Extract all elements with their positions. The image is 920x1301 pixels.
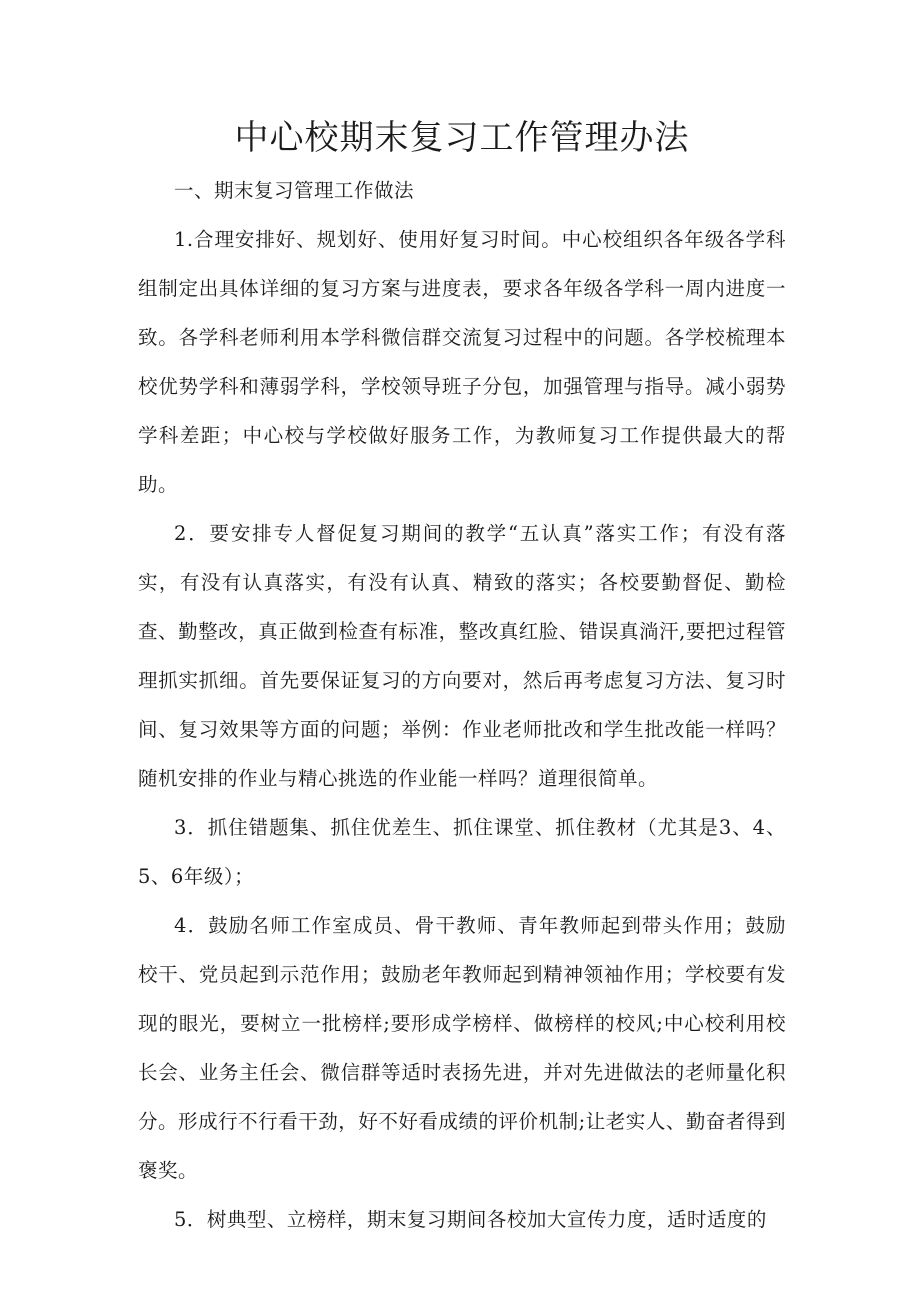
paragraph-3: 3．抓住错题集、抓住优差生、抓住课堂、抓住教材（尤其是3、4、5、6年级）； <box>138 816 786 888</box>
paragraph-1: 1.合理安排好、规划好、使用好复习时间。中心校组织各年级各学科组制定出具体详细的复习方案与进度表，要求各年级各学科一周内进度一致。各学科老师利用本学科微信群交流复习过程中的问题。各学校梳理本校优势学科和薄弱学科，学校领导班子分包，加强管理与指导。减小弱势学科差距；中心校与学校做好服务工作，为教师复习工作提供最大的帮助。 <box>138 228 786 496</box>
paragraph-2: 2．要安排专人督促复习期间的教学“五认真”落实工作；有没有落实，有没有认真落实，有没有认真、精致的落实；各校要勤督促、勤检查、勤整改，真正做到检查有标准，整改真红脸、错误真淌汗,要把过程管理抓实抓细。首先要保证复习的方向要对，然后再考虑复习方法、复习时间、复习效果等方面的问题；举例：作业老师批改和学生批改能一样吗？随机安排的作业与精心挑选的作业能一样吗？道理很简单。 <box>138 522 786 790</box>
paragraph-4: 4．鼓励名师工作室成员、骨干教师、青年教师起到带头作用；鼓励校干、党员起到示范作用；鼓励老年教师起到精神领袖作用；学校要有发现的眼光，要树立一批榜样;要形成学榜样、做榜样的校风;中心校利用校长会、业务主任会、微信群等适时表扬先进，并对先进做法的老师量化积分。形成行不行看干劲，好不好看成绩的评价机制;让老实人、勤奋者得到褒奖。 <box>138 914 786 1182</box>
document-title: 中心校期末复习工作管理办法 <box>234 118 690 158</box>
section-heading-1: 一、期末复习管理工作做法 <box>174 179 415 202</box>
paragraph-5: 5．树典型、立榜样，期末复习期间各校加大宣传力度，适时适度的 <box>174 1208 767 1231</box>
